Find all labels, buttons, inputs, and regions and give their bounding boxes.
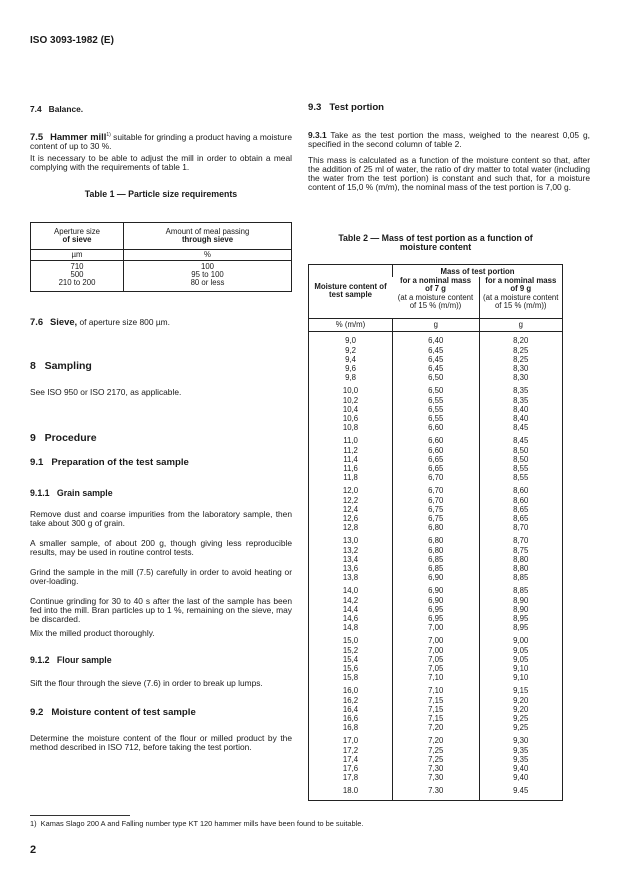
mass-7g-cell: 6,45 xyxy=(393,364,480,373)
mass-9g-cell: 8,20 xyxy=(479,331,563,346)
mass-7g-cell: 6,80 xyxy=(393,546,480,555)
mass-9g-cell: 9,20 xyxy=(479,705,563,714)
heading-9-2: 9.2 Moisture content of test sample xyxy=(30,707,196,718)
heading-9-1: 9.1 Preparation of the test sample xyxy=(30,457,189,468)
column-header: for a nominal mass xyxy=(485,276,557,286)
column-header: of 15 % (m/m)) xyxy=(494,300,547,310)
section-title: Hammer mill xyxy=(50,130,107,142)
moisture-cell: 16,0 xyxy=(342,685,359,695)
table-row xyxy=(309,605,563,614)
mass-7g-cell: 7,00 xyxy=(393,632,480,646)
moisture-cell: 13,6 xyxy=(342,563,359,573)
moisture-cell: 17,8 xyxy=(342,772,359,782)
table-row xyxy=(309,464,563,473)
mass-9g-cell: 9,20 xyxy=(479,696,563,705)
table-row xyxy=(309,396,563,405)
moisture-cell: 9,0 xyxy=(345,335,356,345)
table-row xyxy=(309,523,563,532)
moisture-cell: 12,2 xyxy=(342,495,359,505)
mass-7g-cell: 6,70 xyxy=(393,482,480,496)
table-row xyxy=(309,505,563,514)
mass-7g-cell: 6,80 xyxy=(393,523,480,532)
mass-9g-cell: 8,50 xyxy=(479,455,563,464)
moisture-cell: 9,6 xyxy=(345,363,356,373)
table-row xyxy=(309,532,563,546)
paragraph: Determine the moisture content of the flour or milled product by the method described in ISO 712, before taking the test portion. xyxy=(30,733,292,752)
heading-procedure: 9 Procedure xyxy=(30,432,97,444)
moisture-cell: 15,8 xyxy=(342,672,359,682)
mass-9g-cell: 8,30 xyxy=(479,364,563,373)
table-row xyxy=(309,514,563,523)
column-header: of 9 g xyxy=(510,284,532,294)
column-header: (at a moisture content xyxy=(483,292,559,302)
table-row xyxy=(309,714,563,723)
moisture-cell: 14,8 xyxy=(342,622,359,632)
table-row xyxy=(309,382,563,396)
moisture-cell: 10,0 xyxy=(342,385,359,395)
column-header: of 15 % (m/m)) xyxy=(409,300,462,310)
mass-9g-cell: 9,10 xyxy=(479,673,563,682)
mass-7g-cell: 7,10 xyxy=(393,673,480,682)
mass-9g-cell: 9,25 xyxy=(479,714,563,723)
mass-7g-cell: 7,15 xyxy=(393,714,480,723)
table-row xyxy=(309,423,563,432)
table-row xyxy=(309,723,563,732)
table-row xyxy=(309,673,563,682)
table-row xyxy=(309,582,563,596)
moisture-cell: 12,4 xyxy=(342,504,359,514)
mass-9g-cell: 8,60 xyxy=(479,496,563,505)
column-header: Moisture content of test sample xyxy=(309,265,393,319)
moisture-cell: 11,4 xyxy=(343,454,358,464)
section-9-3-1 xyxy=(308,131,590,149)
moisture-cell: 15,0 xyxy=(342,635,359,645)
unit-cell: g xyxy=(479,318,563,331)
page-number: 2 xyxy=(30,844,37,856)
table-1 xyxy=(30,222,292,292)
table-row xyxy=(309,696,563,705)
table-row xyxy=(309,682,563,696)
mass-7g-cell: 7,25 xyxy=(393,755,480,764)
moisture-cell: 10,4 xyxy=(342,404,359,414)
mass-9g-cell: 8,25 xyxy=(479,355,563,364)
mass-9g-cell: 8,80 xyxy=(479,564,563,573)
heading-9-1-1: 9.1.1 Grain sample xyxy=(30,488,113,498)
table-row xyxy=(309,782,563,801)
section-number: 7.4 xyxy=(30,104,42,114)
cell: 210 to 200 xyxy=(58,278,96,288)
title-line: moisture content xyxy=(399,242,472,253)
mass-7g-cell: 6,90 xyxy=(393,596,480,605)
mass-7g-cell: 6,50 xyxy=(393,382,480,396)
table-row xyxy=(309,364,563,373)
mass-9g-cell: 8,70 xyxy=(479,532,563,546)
mass-9g-cell: 9,35 xyxy=(479,746,563,755)
cell: 710 xyxy=(70,262,84,271)
section-7-4 xyxy=(30,105,292,114)
footnote: 1) Kamas Slago 200 A and Falling number type KT 120 hammer mills have been found to be suitable. xyxy=(30,819,364,828)
column-header: through sieve xyxy=(181,235,234,244)
table-row xyxy=(309,414,563,423)
paragraph: Continue grinding for 30 to 40 s after the last of the sample has been fed into the mill. Bran particles up to 1 %, remaining on the sieve, may be discarded. xyxy=(30,596,292,624)
paragraph: It is necessary to be able to adjust the mill in order to obtain a meal complying with the requirements of table 1. xyxy=(30,153,292,172)
moisture-cell: 13,8 xyxy=(342,572,359,582)
column-header: of 7 g xyxy=(425,284,446,294)
mass-7g-cell: 6,90 xyxy=(393,582,480,596)
mass-9g-cell: 8,90 xyxy=(479,596,563,605)
moisture-cell: 13,0 xyxy=(342,535,359,545)
unit-cell: % xyxy=(124,250,292,261)
mass-9g-cell: 9,35 xyxy=(479,755,563,764)
mass-9g-cell: 8,35 xyxy=(479,396,563,405)
mass-9g-cell: 9.45 xyxy=(479,782,563,801)
table-2-title xyxy=(308,234,563,253)
moisture-cell: 14,0 xyxy=(342,585,359,595)
table-row xyxy=(309,646,563,655)
mass-9g-cell: 9,10 xyxy=(479,664,563,673)
mass-7g-cell: 6,75 xyxy=(393,514,480,523)
mass-7g-cell: 7,25 xyxy=(393,746,480,755)
mass-9g-cell: 8,60 xyxy=(479,482,563,496)
moisture-cell: 9,8 xyxy=(345,372,356,382)
moisture-cell: 9,4 xyxy=(345,354,356,364)
mass-9g-cell: 8,65 xyxy=(479,505,563,514)
mass-7g-cell: 6,90 xyxy=(393,573,480,582)
table-row xyxy=(309,355,563,364)
moisture-cell: 16,4 xyxy=(342,704,359,714)
column-header: of sieve xyxy=(62,235,92,244)
mass-7g-cell: 7,30 xyxy=(393,773,480,782)
mass-7g-cell: 6,75 xyxy=(393,505,480,514)
paragraph: Sift the flour through the sieve (7.6) in order to break up lumps. xyxy=(30,678,263,688)
table-row xyxy=(309,746,563,755)
moisture-cell: 10,6 xyxy=(342,413,359,423)
column-header: Amount of meal passing xyxy=(165,226,250,236)
paragraph: Remove dust and coarse impurities from the laboratory sample, then take about 300 g of grain. xyxy=(30,509,292,528)
moisture-cell: 13,4 xyxy=(342,554,359,564)
moisture-cell: 16,2 xyxy=(342,695,359,705)
mass-9g-cell: 8,25 xyxy=(479,346,563,355)
table-row xyxy=(309,546,563,555)
moisture-cell: 16,6 xyxy=(342,713,359,723)
table-row xyxy=(309,573,563,582)
moisture-cell: 11,2 xyxy=(343,445,358,455)
mass-9g-cell: 9,40 xyxy=(479,764,563,773)
mass-9g-cell: 8,45 xyxy=(479,432,563,446)
mass-7g-cell: 7,20 xyxy=(393,723,480,732)
mass-9g-cell: 8,75 xyxy=(479,546,563,555)
heading-sampling: 8 Sampling xyxy=(30,360,92,372)
section-number: 7.6 xyxy=(30,316,44,327)
mass-9g-cell: 8,50 xyxy=(479,446,563,455)
moisture-cell: 12,0 xyxy=(342,485,359,495)
cell: 95 to 100 xyxy=(124,271,292,279)
table-row xyxy=(309,455,563,464)
footnote-divider xyxy=(30,815,130,816)
mass-9g-cell: 8,80 xyxy=(479,555,563,564)
moisture-cell: 15,4 xyxy=(342,654,359,664)
section-text: of aperture size 800 µm. xyxy=(77,317,170,327)
mass-9g-cell: 8,95 xyxy=(479,623,563,632)
mass-7g-cell: 7,15 xyxy=(393,696,480,705)
section-title: Balance. xyxy=(48,104,84,114)
document-id: ISO 3093-1982 (E) xyxy=(30,35,114,46)
moisture-cell: 11,6 xyxy=(343,463,358,473)
moisture-cell: 9,2 xyxy=(345,345,356,355)
table-2 xyxy=(308,264,563,801)
table-1-title: Table 1 — Particle size requirements xyxy=(84,189,238,199)
group-header: Mass of test portion xyxy=(393,265,563,278)
mass-9g-cell: 9,30 xyxy=(479,732,563,746)
section-text: Take as the test portion the mass, weighed to the nearest 0,05 g, specified in the second column of table 2. xyxy=(308,130,590,149)
paragraph: See ISO 950 or ISO 2170, as applicable. xyxy=(30,387,182,397)
moisture-cell: 14,6 xyxy=(342,613,359,623)
table-row xyxy=(309,432,563,446)
table-row xyxy=(309,614,563,623)
moisture-cell: 11,0 xyxy=(343,435,358,445)
moisture-cell: 15,2 xyxy=(342,645,359,655)
column-header: Aperture size xyxy=(54,226,100,236)
mass-9g-cell: 8,85 xyxy=(479,573,563,582)
mass-7g-cell: 6,85 xyxy=(393,564,480,573)
mass-9g-cell: 8,40 xyxy=(479,405,563,414)
mass-9g-cell: 8,55 xyxy=(479,473,563,482)
mass-9g-cell: 8,90 xyxy=(479,605,563,614)
table-row xyxy=(309,482,563,496)
mass-9g-cell: 9,05 xyxy=(479,646,563,655)
mass-9g-cell: 8,40 xyxy=(479,414,563,423)
mass-7g-cell: 7,15 xyxy=(393,705,480,714)
table-row xyxy=(309,632,563,646)
section-7-5 xyxy=(30,131,292,151)
footnote-ref: 1) xyxy=(106,132,111,138)
table-row xyxy=(309,346,563,355)
table-row xyxy=(309,564,563,573)
mass-7g-cell: 6,45 xyxy=(393,346,480,355)
moisture-cell: 18.0 xyxy=(342,785,359,795)
table-row xyxy=(309,755,563,764)
mass-7g-cell: 6,95 xyxy=(393,614,480,623)
paragraph: Mix the milled product thoroughly. xyxy=(30,628,155,638)
table-row xyxy=(309,596,563,605)
mass-7g-cell: 6,60 xyxy=(393,446,480,455)
moisture-cell: 16,8 xyxy=(342,722,359,732)
table-row xyxy=(309,623,563,632)
mass-9g-cell: 8,30 xyxy=(479,373,563,382)
paragraph: This mass is calculated as a function of the moisture content so that, after the addition of 25 ml of water, the ratio of dry matter to total water (including the water from the test portion) is constant and such that, for a moisture content of 15,0 % (m/m), the nominal mass of the test portion is 7,00 g. xyxy=(308,155,590,192)
mass-9g-cell: 9,40 xyxy=(479,773,563,782)
table-row xyxy=(31,279,292,291)
mass-7g-cell: 6,45 xyxy=(393,355,480,364)
mass-9g-cell: 8,65 xyxy=(479,514,563,523)
mass-7g-cell: 6,55 xyxy=(393,414,480,423)
table-row xyxy=(309,773,563,782)
section-text: suitable for grinding a product having a moisture content of up to 30 %. xyxy=(30,131,292,151)
mass-9g-cell: 9,15 xyxy=(479,682,563,696)
moisture-cell: 17,4 xyxy=(342,754,359,764)
section-number: 7.5 xyxy=(30,130,44,142)
heading-9-3: 9.3 Test portion xyxy=(308,102,385,113)
mass-7g-cell: 6,55 xyxy=(393,396,480,405)
moisture-cell: 17,2 xyxy=(342,745,359,755)
mass-7g-cell: 7.30 xyxy=(393,782,480,801)
mass-9g-cell: 8,70 xyxy=(479,523,563,532)
table-row xyxy=(309,473,563,482)
table-row xyxy=(309,732,563,746)
mass-7g-cell: 6,50 xyxy=(393,373,480,382)
mass-7g-cell: 6,80 xyxy=(393,532,480,546)
moisture-cell: 13,2 xyxy=(342,545,359,555)
moisture-cell: 10,2 xyxy=(342,395,359,405)
table-2-body xyxy=(309,331,563,800)
section-7-6 xyxy=(30,318,292,327)
moisture-cell: 10,8 xyxy=(342,422,359,432)
mass-7g-cell: 6,70 xyxy=(393,496,480,505)
mass-7g-cell: 6,65 xyxy=(393,455,480,464)
mass-7g-cell: 6,65 xyxy=(393,464,480,473)
mass-7g-cell: 6,55 xyxy=(393,405,480,414)
unit-cell: % (m/m) xyxy=(335,319,366,329)
mass-7g-cell: 7,00 xyxy=(393,623,480,632)
moisture-cell: 12,6 xyxy=(342,513,359,523)
table-row xyxy=(309,405,563,414)
mass-9g-cell: 9,25 xyxy=(479,723,563,732)
mass-9g-cell: 8,95 xyxy=(479,614,563,623)
table-row xyxy=(309,555,563,564)
mass-7g-cell: 7,30 xyxy=(393,764,480,773)
moisture-cell: 12,8 xyxy=(342,522,359,532)
table-row xyxy=(309,655,563,664)
mass-9g-cell: 8,35 xyxy=(479,382,563,396)
table-row xyxy=(309,705,563,714)
mass-7g-cell: 6,60 xyxy=(393,432,480,446)
moisture-cell: 17,6 xyxy=(342,763,359,773)
unit-cell: µm xyxy=(71,249,83,259)
mass-7g-cell: 6,95 xyxy=(393,605,480,614)
paragraph: Grind the sample in the mill (7.5) carefully in order to avoid heating or over-loading. xyxy=(30,567,292,586)
cell: 100 xyxy=(124,261,292,272)
table-row xyxy=(309,496,563,505)
moisture-cell: 17,0 xyxy=(342,735,359,745)
moisture-cell: 15,6 xyxy=(342,663,359,673)
paragraph: A smaller sample, of about 200 g, though giving less reproducible results, may be used in routine control tests. xyxy=(30,538,292,557)
mass-9g-cell: 8,55 xyxy=(479,464,563,473)
mass-7g-cell: 7,10 xyxy=(393,682,480,696)
mass-7g-cell: 7,05 xyxy=(393,664,480,673)
unit-cell: g xyxy=(393,318,480,331)
mass-9g-cell: 8,45 xyxy=(479,423,563,432)
mass-7g-cell: 6,60 xyxy=(393,423,480,432)
cell: 500 xyxy=(70,270,84,280)
table-row xyxy=(309,764,563,773)
moisture-cell: 11,8 xyxy=(343,472,358,482)
mass-7g-cell: 7,20 xyxy=(393,732,480,746)
mass-9g-cell: 9,00 xyxy=(479,632,563,646)
table-row xyxy=(309,664,563,673)
moisture-cell: 14,2 xyxy=(342,595,359,605)
cell: 80 or less xyxy=(124,279,292,291)
title-line: Table 2 — Mass of test portion as a function of xyxy=(338,233,533,243)
table-row xyxy=(309,446,563,455)
mass-7g-cell: 6,40 xyxy=(393,331,480,346)
mass-9g-cell: 8,85 xyxy=(479,582,563,596)
column-header: (at a moisture content xyxy=(397,292,474,302)
column-header: for a nominal mass xyxy=(399,276,472,286)
mass-7g-cell: 7,00 xyxy=(393,646,480,655)
section-title: Sieve, xyxy=(50,316,78,327)
table-row xyxy=(309,373,563,382)
mass-7g-cell: 7,05 xyxy=(393,655,480,664)
mass-9g-cell: 9,05 xyxy=(479,655,563,664)
mass-7g-cell: 6,70 xyxy=(393,473,480,482)
section-number: 9.3.1 xyxy=(308,130,327,140)
mass-7g-cell: 6,85 xyxy=(393,555,480,564)
moisture-cell: 14,4 xyxy=(342,604,359,614)
table-row xyxy=(309,331,563,346)
heading-9-1-2: 9.1.2 Flour sample xyxy=(30,655,112,665)
